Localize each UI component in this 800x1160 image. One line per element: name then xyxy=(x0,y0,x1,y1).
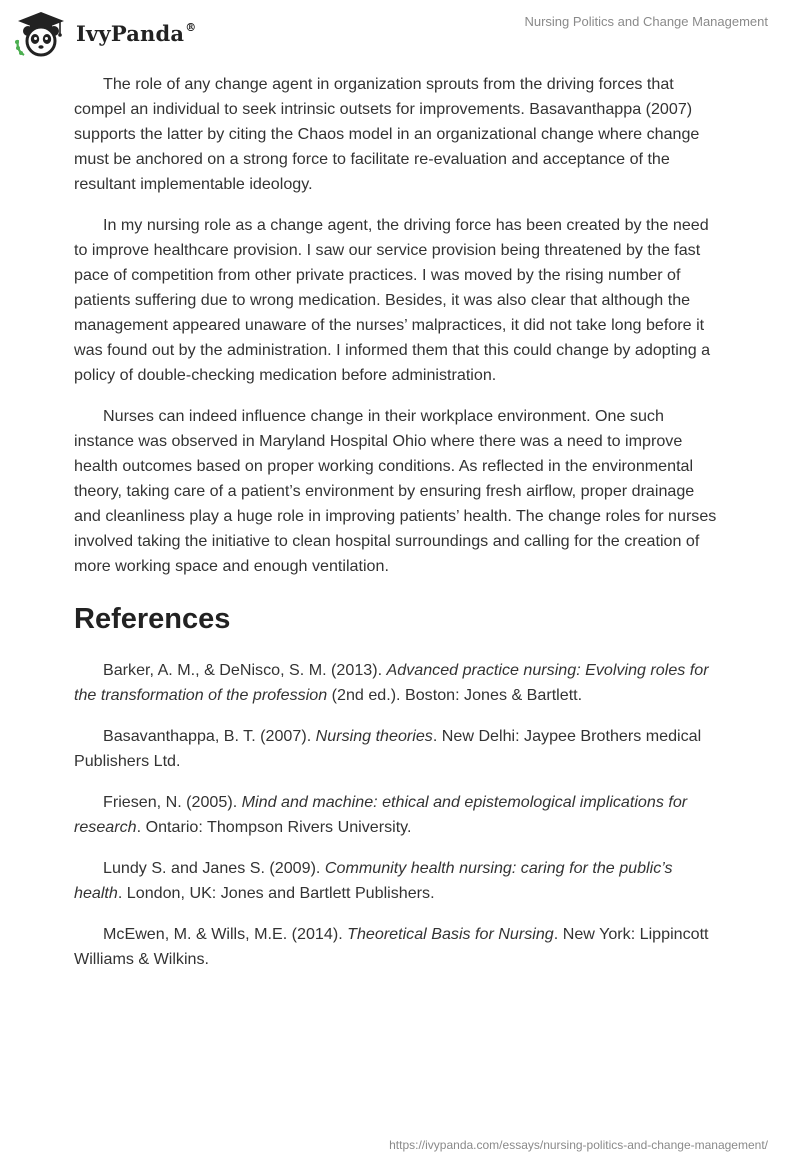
reference-authors: Basavanthappa, B. T. (2007). xyxy=(103,727,316,745)
source-url-link[interactable]: https://ivypanda.com/essays/nursing-politics-and-change-management/ xyxy=(389,1138,768,1152)
reference-publisher: (2nd ed.). Boston: Jones & Bartlett. xyxy=(327,686,583,704)
reference-title: Theoretical Basis for Nursing xyxy=(347,925,554,943)
paragraph-1: The role of any change agent in organization sprouts from the driving forces that compel an individual to seek intrinsic outsets for improvements. Basavanthappa (2007) supports the latter by citing the Chaos model in an organizational change where change must be anchored on a strong force to facilitate re-evaluation and acceptance of the resultant implementable ideology. xyxy=(74,75,700,193)
reference-item xyxy=(74,856,724,906)
reference-title: Community health nursing: caring for the public’s health xyxy=(74,859,673,902)
reference-item xyxy=(74,724,724,774)
reference-item xyxy=(74,922,724,972)
reference-publisher: . Ontario: Thompson Rivers University. xyxy=(136,818,412,836)
reference-title: Advanced practice nursing: Evolving roles for the transformation of the profession xyxy=(74,661,709,704)
reference-publisher: . New Delhi: Jaypee Brothers medical Publishers Ltd. xyxy=(74,727,702,770)
brand-name xyxy=(76,21,196,46)
reference-publisher: . London, UK: Jones and Bartlett Publishers. xyxy=(117,884,435,902)
references-heading: References xyxy=(74,603,231,635)
brand-text: IvyPanda xyxy=(76,20,185,46)
essay-body xyxy=(74,72,724,988)
reference-authors: Lundy S. and Janes S. (2009). xyxy=(103,859,325,877)
reference-title: Nursing theories xyxy=(315,727,433,745)
paragraph-3: Nurses can indeed influence change in their workplace environment. One such instance was observed in Maryland Hospital Ohio where there was a need to improve health outcomes based on proper working conditions. As reflected in the environmental theory, taking care of a patient’s environment by ensuring fresh airflow, proper drainage and cleanliness play a huge role in improving patients’ health. The change roles for nurses involved taking the initiative to clean hospital surroundings and calling for the creation of more working space and enough ventilation. xyxy=(74,407,717,575)
reference-publisher: . New York: Lippincott Williams & Wilkins. xyxy=(74,925,709,968)
reference-item xyxy=(74,790,724,840)
reference-title: Mind and machine: ethical and epistemological implications for research xyxy=(74,793,688,836)
registered-mark: ® xyxy=(185,20,197,34)
panda-graduate-icon xyxy=(14,10,68,58)
reference-item xyxy=(74,658,724,708)
paragraph-2: In my nursing role as a change agent, the driving force has been created by the need to improve healthcare provision. I saw our service provision being threatened by the fast pace of competition from other private practices. I was moved by the rising number of patients suffering due to wrong medication. Besides, it was also clear that although the management appeared unaware of the nurses’ malpractices, it did not take long before it was found out by the administration. I informed them that this could change by adopting a policy of double-checking medication before administration. xyxy=(74,216,711,384)
reference-authors: McEwen, M. & Wills, M.E. (2014). xyxy=(103,925,348,943)
document-title: Nursing Politics and Change Management xyxy=(524,14,768,29)
ivypanda-logo[interactable] xyxy=(14,10,196,58)
reference-authors: Friesen, N. (2005). xyxy=(103,793,242,811)
reference-authors: Barker, A. M., & DeNisco, S. M. (2013). xyxy=(103,661,387,679)
